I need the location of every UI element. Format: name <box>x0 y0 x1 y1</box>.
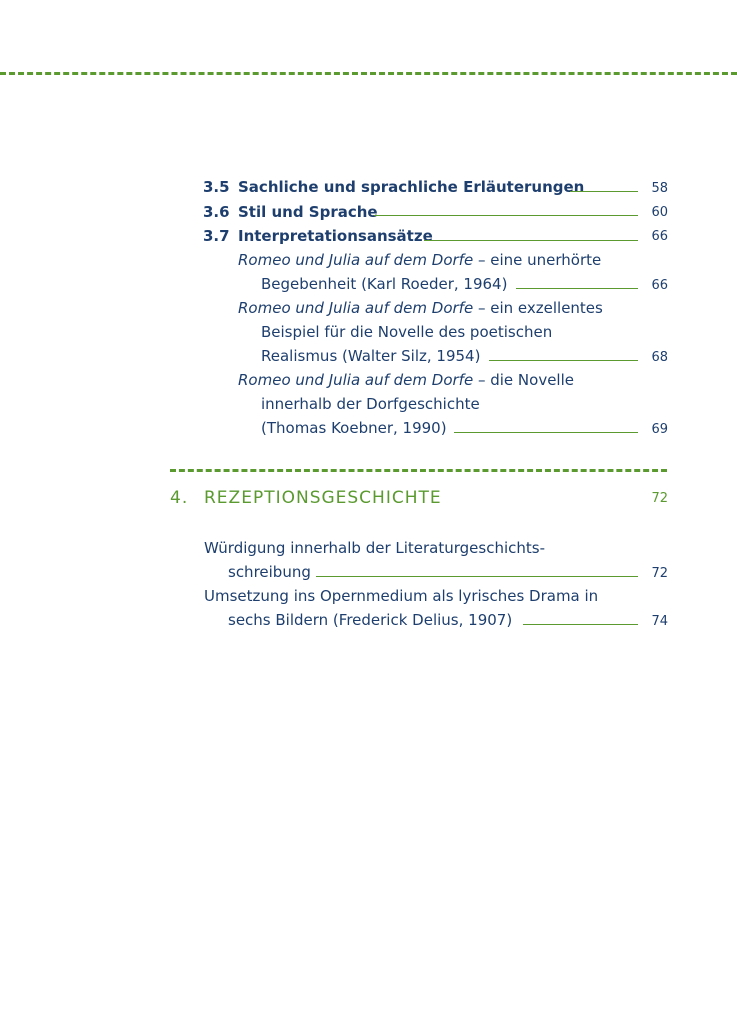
chapter-page-number: 72 <box>651 491 668 506</box>
work-title: Romeo und Julia auf dem Dorfe <box>238 251 474 269</box>
subentry-cont-line: Realismus (Walter Silz, 1954) <box>261 347 481 365</box>
dot-leader <box>374 215 638 216</box>
top-dashed-rule <box>0 72 737 75</box>
page-number: 68 <box>651 350 668 365</box>
subentry-text: – die Novelle <box>473 371 574 389</box>
work-title: Romeo und Julia auf dem Dorfe <box>238 299 474 317</box>
dot-leader <box>316 576 638 577</box>
dot-leader <box>516 288 638 289</box>
entry-first-line: Würdigung innerhalb der Literaturgeschichts- <box>204 539 546 557</box>
section-title: Interpretationsansätze <box>238 227 433 245</box>
subentry-cont-line: innerhalb der Dorfgeschichte <box>261 395 480 413</box>
chapter-dashed-rule <box>170 469 667 472</box>
dot-leader <box>489 360 638 361</box>
subentry-cont-line: Beispiel für die Novelle des poetischen <box>261 323 553 341</box>
section-number: 3.6 <box>203 203 230 221</box>
subentry-cont-line: (Thomas Koebner, 1990) <box>261 419 447 437</box>
dot-leader <box>523 624 638 625</box>
subentry-first-line <box>238 299 603 317</box>
entry-second-line: schreibung <box>228 563 311 581</box>
dot-leader <box>454 432 638 433</box>
dot-leader <box>570 191 638 192</box>
work-title: Romeo und Julia auf dem Dorfe <box>238 371 474 389</box>
page-number: 66 <box>651 229 668 244</box>
subentry-first-line <box>238 251 601 269</box>
page-number: 69 <box>651 422 668 437</box>
subentry-text: – ein exzellentes <box>473 299 603 317</box>
section-title: Stil und Sprache <box>238 203 378 221</box>
page-number: 58 <box>651 181 668 196</box>
section-number: 3.7 <box>203 227 230 245</box>
section-title: Sachliche und sprachliche Erläuterungen <box>238 178 585 196</box>
chapter-number: 4. <box>170 488 189 508</box>
subentry-first-line <box>238 371 574 389</box>
entry-second-line: sechs Bildern (Frederick Delius, 1907) <box>228 611 513 629</box>
dot-leader <box>424 240 638 241</box>
page-number: 74 <box>651 614 668 629</box>
entry-first-line: Umsetzung ins Opernmedium als lyrisches Drama in <box>204 587 599 605</box>
chapter-title: REZEPTIONSGESCHICHTE <box>204 488 442 508</box>
subentry-cont-line: Begebenheit (Karl Roeder, 1964) <box>261 275 508 293</box>
section-number: 3.5 <box>203 178 230 196</box>
page-number: 60 <box>651 205 668 220</box>
subentry-text: – eine unerhörte <box>473 251 602 269</box>
page-number: 72 <box>651 566 668 581</box>
page-number: 66 <box>651 278 668 293</box>
